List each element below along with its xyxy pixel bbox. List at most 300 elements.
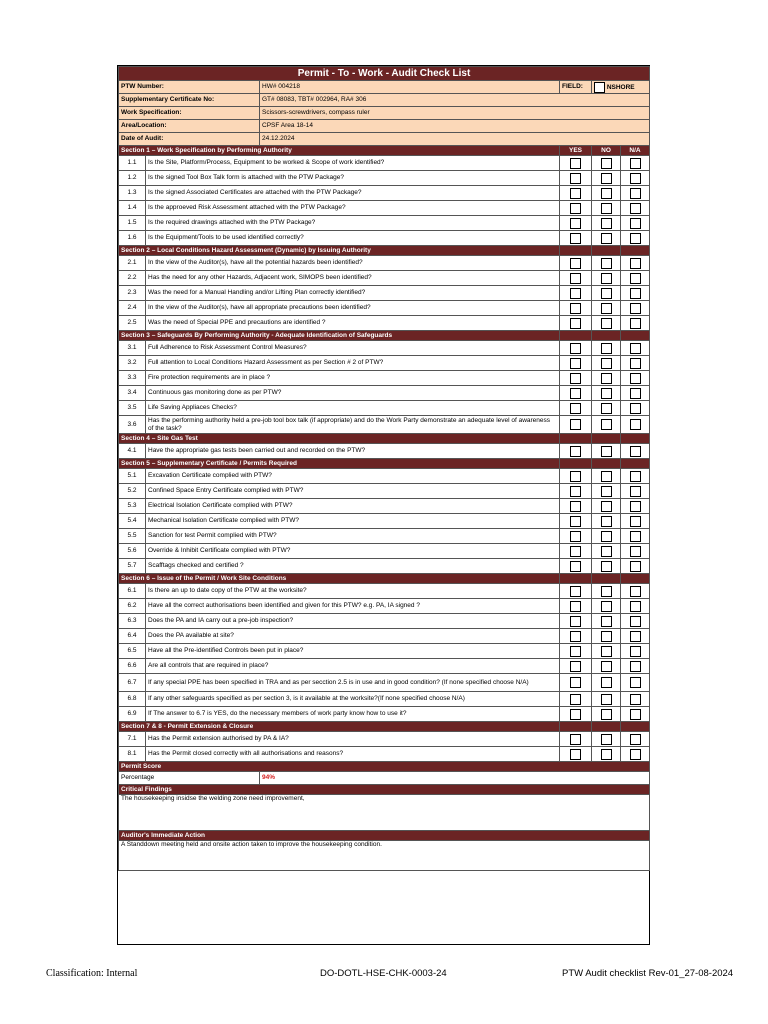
answer-checkbox-yes[interactable] (570, 677, 581, 688)
question-text: Has the Permit extension authorised by PA & IA? (146, 732, 560, 747)
question-row (119, 484, 650, 499)
question-number: 1.2 (119, 171, 146, 186)
question-row (119, 659, 650, 674)
answer-cell-yes (560, 186, 592, 201)
answer-checkbox-no[interactable] (601, 273, 612, 284)
answer-checkbox-na[interactable] (630, 446, 641, 457)
answer-cell-na (621, 341, 650, 356)
answer-checkbox-no[interactable] (601, 486, 612, 497)
question-text: If any other safeguards specified as per section 3, is it available at the worksite?(If none specified choose N/A) (146, 692, 560, 707)
question-number: 4.1 (119, 444, 146, 459)
answer-checkbox-na[interactable] (630, 516, 641, 527)
answer-checkbox-no[interactable] (601, 258, 612, 269)
answer-cell-no (592, 692, 621, 707)
column-header-na: N/A (621, 146, 650, 156)
answer-cell-yes (560, 469, 592, 484)
answer-checkbox-no[interactable] (601, 749, 612, 760)
answer-checkbox-na[interactable] (630, 586, 641, 597)
answer-checkbox-na[interactable] (630, 734, 641, 745)
question-row (119, 599, 650, 614)
answer-checkbox-na[interactable] (630, 218, 641, 229)
section-title: Section 5 – Supplementary Certificate / Permits Required (119, 459, 560, 469)
answer-checkbox-yes[interactable] (570, 218, 581, 229)
answer-checkbox-no[interactable] (601, 343, 612, 354)
answer-checkbox-no[interactable] (601, 403, 612, 414)
question-number: 1.5 (119, 216, 146, 231)
answer-cell-na (621, 171, 650, 186)
answer-cell-yes (560, 416, 592, 434)
answer-cell-no (592, 171, 621, 186)
question-number: 6.6 (119, 659, 146, 674)
answer-cell-no (592, 732, 621, 747)
answer-cell-yes (560, 171, 592, 186)
question-text: Life Saving Appliaces Checks? (146, 401, 560, 416)
answer-checkbox-yes[interactable] (570, 203, 581, 214)
answer-checkbox-yes[interactable] (570, 318, 581, 329)
answer-checkbox-na[interactable] (630, 749, 641, 760)
answer-cell-no (592, 401, 621, 416)
answer-cell-no (592, 156, 621, 171)
answer-cell-no (592, 231, 621, 246)
field-value (592, 81, 650, 94)
answer-checkbox-no[interactable] (601, 546, 612, 557)
answer-checkbox-no[interactable] (601, 188, 612, 199)
column-header-no (592, 246, 621, 256)
section-title: Section 6 – Issue of the Permit / Work Site Conditions (119, 574, 560, 584)
answer-cell-na (621, 469, 650, 484)
answer-checkbox-na[interactable] (630, 173, 641, 184)
percentage-label: Percentage (119, 772, 260, 785)
answer-checkbox-na[interactable] (630, 188, 641, 199)
question-text: Full Adherence to Risk Assessment Control Measures? (146, 341, 560, 356)
question-row (119, 271, 650, 286)
question-text: Confined Space Entry Certificate complied with PTW? (146, 484, 560, 499)
answer-cell-no (592, 529, 621, 544)
question-number: 6.9 (119, 707, 146, 722)
answer-cell-yes (560, 341, 592, 356)
footer-classification: Classification: Internal (46, 968, 138, 979)
answer-cell-yes (560, 371, 592, 386)
answer-checkbox-yes[interactable] (570, 273, 581, 284)
answer-cell-na (621, 316, 650, 331)
answer-cell-na (621, 256, 650, 271)
answer-cell-yes (560, 256, 592, 271)
answer-checkbox-na[interactable] (630, 419, 641, 430)
answer-checkbox-na[interactable] (630, 358, 641, 369)
answer-checkbox-yes[interactable] (570, 586, 581, 597)
auditor-action-text: A Standdown meeting held and onsite action taken to improve the housekeeping condition. (119, 841, 650, 871)
question-text: Override & Inhibit Certificate complied with PTW? (146, 544, 560, 559)
answer-checkbox-no[interactable] (601, 446, 612, 457)
question-number: 5.3 (119, 499, 146, 514)
question-row (119, 629, 650, 644)
answer-checkbox-no[interactable] (601, 373, 612, 384)
answer-cell-na (621, 732, 650, 747)
answer-checkbox-na[interactable] (630, 318, 641, 329)
question-number: 8.1 (119, 747, 146, 762)
answer-cell-na (621, 356, 650, 371)
question-row (119, 341, 650, 356)
question-text: If any special PPE has been specified in TRA and as per secction 2.5 is in use and in good condition? (If none specified choose N/A) (146, 674, 560, 692)
question-row (119, 644, 650, 659)
answer-checkbox-no[interactable] (601, 501, 612, 512)
answer-cell-na (621, 444, 650, 459)
answer-checkbox-no[interactable] (601, 631, 612, 642)
answer-checkbox-yes[interactable] (570, 358, 581, 369)
question-number: 6.1 (119, 584, 146, 599)
answer-cell-yes (560, 156, 592, 171)
field-label: FIELD: (560, 81, 592, 94)
section-header (119, 459, 650, 469)
answer-cell-yes (560, 386, 592, 401)
answer-cell-na (621, 614, 650, 629)
question-row (119, 444, 650, 459)
question-row (119, 529, 650, 544)
answer-cell-yes (560, 529, 592, 544)
answer-checkbox-na[interactable] (630, 501, 641, 512)
question-text: Fire protection requirements are in place ? (146, 371, 560, 386)
answer-checkbox-yes[interactable] (570, 646, 581, 657)
answer-checkbox-na[interactable] (630, 343, 641, 354)
answer-cell-no (592, 444, 621, 459)
answer-checkbox-na[interactable] (630, 646, 641, 657)
answer-checkbox-na[interactable] (630, 258, 641, 269)
answer-checkbox-no[interactable] (601, 677, 612, 688)
answer-cell-no (592, 747, 621, 762)
question-number: 3.2 (119, 356, 146, 371)
answer-cell-yes (560, 732, 592, 747)
answer-cell-yes (560, 484, 592, 499)
question-row (119, 559, 650, 574)
answer-checkbox-na[interactable] (630, 709, 641, 720)
answer-checkbox-yes[interactable] (570, 388, 581, 399)
answer-checkbox-yes[interactable] (570, 258, 581, 269)
answer-checkbox-no[interactable] (601, 318, 612, 329)
answer-cell-no (592, 629, 621, 644)
answer-checkbox-yes[interactable] (570, 188, 581, 199)
answer-checkbox-yes[interactable] (570, 531, 581, 542)
answer-checkbox-no[interactable] (601, 218, 612, 229)
answer-cell-no (592, 469, 621, 484)
question-text: Sanction for test Permit complied with PTW? (146, 529, 560, 544)
question-text: Is the required drawings attached with the PTW Package? (146, 216, 560, 231)
answer-checkbox-na[interactable] (630, 471, 641, 482)
answer-checkbox-yes[interactable] (570, 173, 581, 184)
section-header (119, 146, 650, 156)
answer-cell-yes (560, 584, 592, 599)
question-row (119, 301, 650, 316)
answer-cell-yes (560, 747, 592, 762)
answer-checkbox-na[interactable] (630, 373, 641, 384)
question-number: 2.3 (119, 286, 146, 301)
column-header-yes (560, 722, 592, 732)
answer-cell-no (592, 584, 621, 599)
question-number: 2.2 (119, 271, 146, 286)
column-header-no (592, 574, 621, 584)
answer-checkbox-yes[interactable] (570, 749, 581, 760)
answer-cell-na (621, 559, 650, 574)
question-text: Has the performing authority held a pre-job tool box talk (if appropriate) and do the Work Party demonstrate an adequate level of awareness of the task? (146, 416, 560, 434)
answer-cell-na (621, 544, 650, 559)
answer-checkbox-no[interactable] (601, 661, 612, 672)
column-header-na (621, 574, 650, 584)
answer-cell-yes (560, 674, 592, 692)
answer-cell-no (592, 416, 621, 434)
question-row (119, 256, 650, 271)
answer-checkbox-na[interactable] (630, 158, 641, 169)
question-row (119, 707, 650, 722)
question-text: Full attention to Local Conditions Hazard Assessment as per Section # 2 of PTW? (146, 356, 560, 371)
question-number: 2.4 (119, 301, 146, 316)
column-header-na (621, 459, 650, 469)
answer-checkbox-no[interactable] (601, 358, 612, 369)
work-specification-value: Scissors-screwdrivers, compass ruler (260, 107, 650, 120)
answer-checkbox-na[interactable] (630, 631, 641, 642)
answer-checkbox-yes[interactable] (570, 561, 581, 572)
date-of-audit-label: Date of Audit: (119, 133, 260, 146)
critical-findings-header: Critical Findings (119, 785, 650, 795)
answer-cell-na (621, 401, 650, 416)
question-number: 3.4 (119, 386, 146, 401)
answer-cell-na (621, 484, 650, 499)
answer-checkbox-yes[interactable] (570, 516, 581, 527)
question-text: Does the PA and IA carry out a pre-job inspection? (146, 614, 560, 629)
answer-checkbox-na[interactable] (630, 388, 641, 399)
answer-checkbox-yes[interactable] (570, 303, 581, 314)
percentage-number: 94% (262, 774, 276, 782)
answer-checkbox-no[interactable] (601, 233, 612, 244)
answer-cell-yes (560, 401, 592, 416)
answer-cell-no (592, 599, 621, 614)
question-text: Are all controls that are required in place? (146, 659, 560, 674)
answer-checkbox-yes[interactable] (570, 486, 581, 497)
answer-cell-yes (560, 514, 592, 529)
column-header-yes: YES (560, 146, 592, 156)
answer-checkbox-no[interactable] (601, 303, 612, 314)
answer-checkbox-no[interactable] (601, 709, 612, 720)
answer-checkbox-na[interactable] (630, 694, 641, 705)
answer-checkbox-yes[interactable] (570, 343, 581, 354)
question-number: 5.7 (119, 559, 146, 574)
answer-checkbox-yes[interactable] (570, 233, 581, 244)
question-row (119, 286, 650, 301)
question-row (119, 216, 650, 231)
answer-cell-no (592, 644, 621, 659)
question-text: Has the need for any other Hazards, Adjacent work, SIMOPS been identified? (146, 271, 560, 286)
question-text: Have all the correct authorisations been identified and given for this PTW? e.g. PA, IA signed ? (146, 599, 560, 614)
supplementary-certificate-value: GT# 08083, TBT# 002964, RA# 306 (260, 94, 650, 107)
answer-cell-na (621, 692, 650, 707)
answer-cell-na (621, 186, 650, 201)
section-header (119, 722, 650, 732)
question-text: In the view of the Auditor(s), have all appropriate precautions been identified? (146, 301, 560, 316)
question-number: 1.6 (119, 231, 146, 246)
answer-cell-no (592, 201, 621, 216)
answer-checkbox-na[interactable] (630, 531, 641, 542)
answer-cell-yes (560, 271, 592, 286)
question-text: Is there an up to date copy of the PTW at the worksite? (146, 584, 560, 599)
answer-cell-yes (560, 614, 592, 629)
question-row (119, 416, 650, 434)
answer-checkbox-na[interactable] (630, 403, 641, 414)
question-number: 1.4 (119, 201, 146, 216)
column-header-na (621, 434, 650, 444)
question-number: 3.6 (119, 416, 146, 434)
answer-checkbox-no[interactable] (601, 561, 612, 572)
section-title: Section 2 – Local Conditions Hazard Assessment (Dynamic) by Issuing Authority (119, 246, 560, 256)
answer-checkbox-yes[interactable] (570, 471, 581, 482)
answer-cell-yes (560, 301, 592, 316)
answer-checkbox-na[interactable] (630, 616, 641, 627)
answer-checkbox-na[interactable] (630, 677, 641, 688)
question-number: 3.1 (119, 341, 146, 356)
answer-cell-yes (560, 499, 592, 514)
answer-checkbox-yes[interactable] (570, 403, 581, 414)
question-row (119, 614, 650, 629)
answer-checkbox-no[interactable] (601, 516, 612, 527)
question-text: Does the PA available at site? (146, 629, 560, 644)
answer-cell-no (592, 216, 621, 231)
answer-cell-yes (560, 356, 592, 371)
answer-checkbox-yes[interactable] (570, 373, 581, 384)
answer-checkbox-na[interactable] (630, 233, 641, 244)
answer-checkbox-no[interactable] (601, 531, 612, 542)
answer-checkbox-no[interactable] (601, 288, 612, 299)
question-text: Is the signed Tool Box Talk form is attached with the PTW Package? (146, 171, 560, 186)
answer-checkbox-yes[interactable] (570, 501, 581, 512)
answer-cell-na (621, 201, 650, 216)
question-number: 5.6 (119, 544, 146, 559)
answer-cell-na (621, 286, 650, 301)
answer-checkbox-na[interactable] (630, 601, 641, 612)
answer-checkbox-na[interactable] (630, 288, 641, 299)
question-row (119, 674, 650, 692)
answer-checkbox-yes[interactable] (570, 631, 581, 642)
answer-checkbox-no[interactable] (601, 616, 612, 627)
answer-checkbox-no[interactable] (601, 173, 612, 184)
field-checkbox[interactable] (594, 82, 605, 93)
question-number: 6.5 (119, 644, 146, 659)
answer-cell-na (621, 529, 650, 544)
answer-checkbox-no[interactable] (601, 203, 612, 214)
area-location-value: CPSF Area 18-14 (260, 120, 650, 133)
question-row (119, 499, 650, 514)
answer-checkbox-no[interactable] (601, 471, 612, 482)
answer-cell-no (592, 371, 621, 386)
ptw-number-label: PTW Number: (119, 81, 260, 94)
answer-cell-no (592, 514, 621, 529)
question-text: Is the Site, Platform/Process, Equipment to be worked & Scope of work identified? (146, 156, 560, 171)
answer-checkbox-no[interactable] (601, 419, 612, 430)
field-value-text: NSHORE (606, 83, 635, 91)
answer-cell-yes (560, 599, 592, 614)
column-header-yes (560, 246, 592, 256)
column-header-no (592, 722, 621, 732)
question-text: Electrical Isolation Certificate complied with PTW? (146, 499, 560, 514)
section-header (119, 246, 650, 256)
section-header (119, 331, 650, 341)
section-header (119, 574, 650, 584)
question-row (119, 356, 650, 371)
question-number: 3.5 (119, 401, 146, 416)
answer-checkbox-na[interactable] (630, 303, 641, 314)
answer-checkbox-no[interactable] (601, 158, 612, 169)
question-text: Have the appropriate gas tests been carried out and recorded on the PTW? (146, 444, 560, 459)
answer-cell-na (621, 707, 650, 722)
question-text: Have all the Pre-identified Controls been put in place? (146, 644, 560, 659)
question-text: Was the need of Special PPE and precautions are identified ? (146, 316, 560, 331)
critical-findings-text: The housekeeping insidse the welding zone need improvement, (119, 795, 650, 831)
answer-checkbox-na[interactable] (630, 661, 641, 672)
answer-checkbox-yes[interactable] (570, 158, 581, 169)
answer-cell-na (621, 659, 650, 674)
answer-checkbox-na[interactable] (630, 561, 641, 572)
answer-checkbox-no[interactable] (601, 734, 612, 745)
answer-checkbox-yes[interactable] (570, 446, 581, 457)
answer-cell-yes (560, 216, 592, 231)
answer-checkbox-yes[interactable] (570, 734, 581, 745)
answer-checkbox-na[interactable] (630, 546, 641, 557)
column-header-na (621, 722, 650, 732)
answer-checkbox-no[interactable] (601, 646, 612, 657)
column-header-no (592, 331, 621, 341)
question-number: 5.2 (119, 484, 146, 499)
question-row (119, 544, 650, 559)
answer-cell-na (621, 644, 650, 659)
answer-checkbox-na[interactable] (630, 203, 641, 214)
answer-checkbox-na[interactable] (630, 273, 641, 284)
answer-cell-yes (560, 559, 592, 574)
answer-cell-no (592, 484, 621, 499)
question-row (119, 316, 650, 331)
question-number: 5.1 (119, 469, 146, 484)
answer-checkbox-no[interactable] (601, 388, 612, 399)
answer-cell-na (621, 371, 650, 386)
answer-cell-na (621, 231, 650, 246)
question-row (119, 514, 650, 529)
answer-cell-yes (560, 644, 592, 659)
answer-cell-yes (560, 544, 592, 559)
answer-checkbox-yes[interactable] (570, 546, 581, 557)
answer-checkbox-yes[interactable] (570, 661, 581, 672)
answer-checkbox-yes[interactable] (570, 709, 581, 720)
answer-cell-yes (560, 707, 592, 722)
answer-checkbox-no[interactable] (601, 586, 612, 597)
section-title: Section 4 – Site Gas Test (119, 434, 560, 444)
question-row (119, 469, 650, 484)
column-header-no (592, 459, 621, 469)
answer-cell-no (592, 559, 621, 574)
answer-checkbox-no[interactable] (601, 694, 612, 705)
answer-checkbox-yes[interactable] (570, 694, 581, 705)
answer-checkbox-yes[interactable] (570, 288, 581, 299)
answer-cell-yes (560, 629, 592, 644)
column-header-yes (560, 331, 592, 341)
question-row (119, 401, 650, 416)
answer-checkbox-yes[interactable] (570, 419, 581, 430)
question-number: 6.7 (119, 674, 146, 692)
answer-checkbox-na[interactable] (630, 486, 641, 497)
answer-checkbox-yes[interactable] (570, 601, 581, 612)
question-text: Was the need for a Manual Handling and/or Lifting Plan correctly identified? (146, 286, 560, 301)
question-row (119, 386, 650, 401)
answer-checkbox-no[interactable] (601, 601, 612, 612)
answer-cell-yes (560, 692, 592, 707)
column-header-na (621, 246, 650, 256)
answer-checkbox-yes[interactable] (570, 616, 581, 627)
answer-cell-na (621, 514, 650, 529)
answer-cell-no (592, 544, 621, 559)
